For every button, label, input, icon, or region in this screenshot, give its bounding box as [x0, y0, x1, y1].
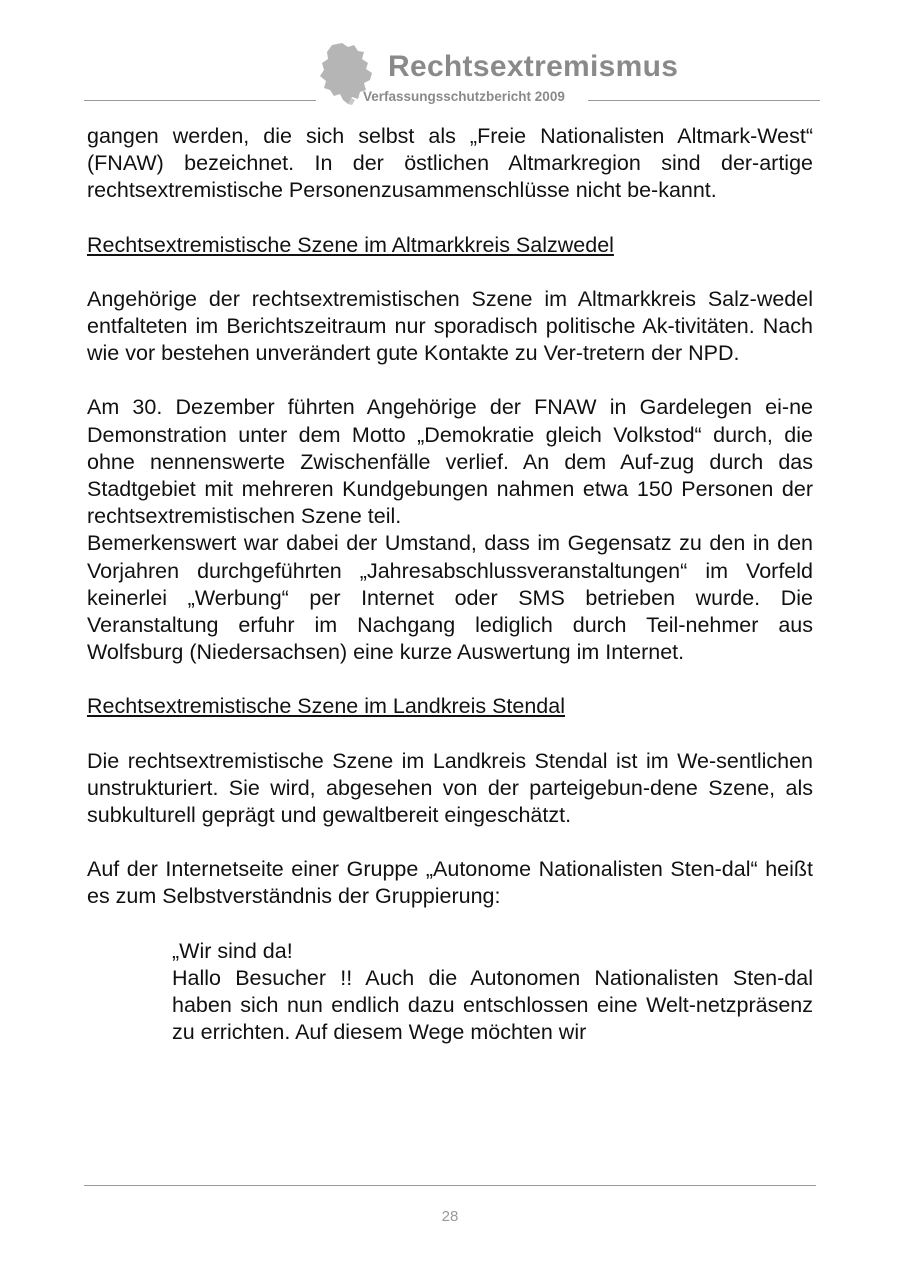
- paragraph: Bemerkenswert war dabei der Umstand, dass im Gegensatz zu den in den Vorjahren durchgeführten „Jahresabschlussveranstaltungen“ im Vorfeld keinerlei „Werbung“ per Internet oder SMS betrieben wurde. Die Veranstaltung erfuhr im Nachgang lediglich durch Teil-nehmer aus Wolfsburg (Niedersachsen) eine kurze Auswertung im Internet.: [87, 531, 813, 665]
- quote-line: Hallo Besucher !! Auch die Autonomen Nationalisten Sten-dal haben sich nun endlich dazu entschlossen eine Welt-netzpräsenz zu errichten. Auf diesem Wege möchten wir: [172, 965, 813, 1045]
- footer-divider: [84, 1185, 816, 1186]
- block-quote: [172, 938, 813, 1047]
- page-number: 28: [441, 1208, 459, 1225]
- section-heading: Rechtsextremistische Szene im Landkreis Stendal: [87, 694, 565, 719]
- section-heading: Rechtsextremistische Szene im Altmarkkreis Salzwedel: [87, 232, 614, 257]
- header-divider-left: [84, 100, 316, 101]
- page-header: [0, 0, 900, 110]
- header-title: Rechtsextremismus: [388, 50, 679, 83]
- page-body: [87, 123, 813, 1046]
- quote-line: „Wir sind da!: [172, 938, 293, 963]
- paragraph: gangen werden, die sich selbst als „Freie Nationalisten Altmark-West“ (FNAW) bezeichnet. In der östlichen Altmarkregion sind der-artige rechtsextremistische Personenzusammenschlüsse nicht be-kannt.: [87, 124, 813, 203]
- paragraph: Am 30. Dezember führten Angehörige der FNAW in Gardelegen ei-ne Demonstration unter dem Motto „Demokratie gleich Volkstod“ durch, die ohne nennenswerte Zwischenfälle verlief. An dem Auf-zug durch das Stadtgebiet mit mehreren Kundgebungen nahmen etwa 150 Personen der rechtsextremistischen Szene teil.: [87, 395, 813, 529]
- paragraph: Auf der Internetseite einer Gruppe „Autonome Nationalisten Sten-dal“ heißt es zum Selbstverständnis der Gruppierung:: [87, 857, 813, 909]
- header-subtitle: Verfassungsschutzbericht 2009: [363, 89, 565, 104]
- header-divider-right: [588, 100, 820, 101]
- paragraph: Die rechtsextremistische Szene im Landkreis Stendal ist im We-sentlichen unstrukturiert. Sie wird, abgesehen von der parteigebun-dene Szene, als subkulturell geprägt und gewaltbereit eingeschätzt.: [87, 748, 813, 828]
- paragraph: Angehörige der rechtsextremistischen Szene im Altmarkkreis Salz-wedel entfalteten im Berichtszeitraum nur sporadisch politische Ak-tivitäten. Nach wie vor bestehen unverändert gute Kontakte zu Ver-tretern der NPD.: [87, 286, 813, 366]
